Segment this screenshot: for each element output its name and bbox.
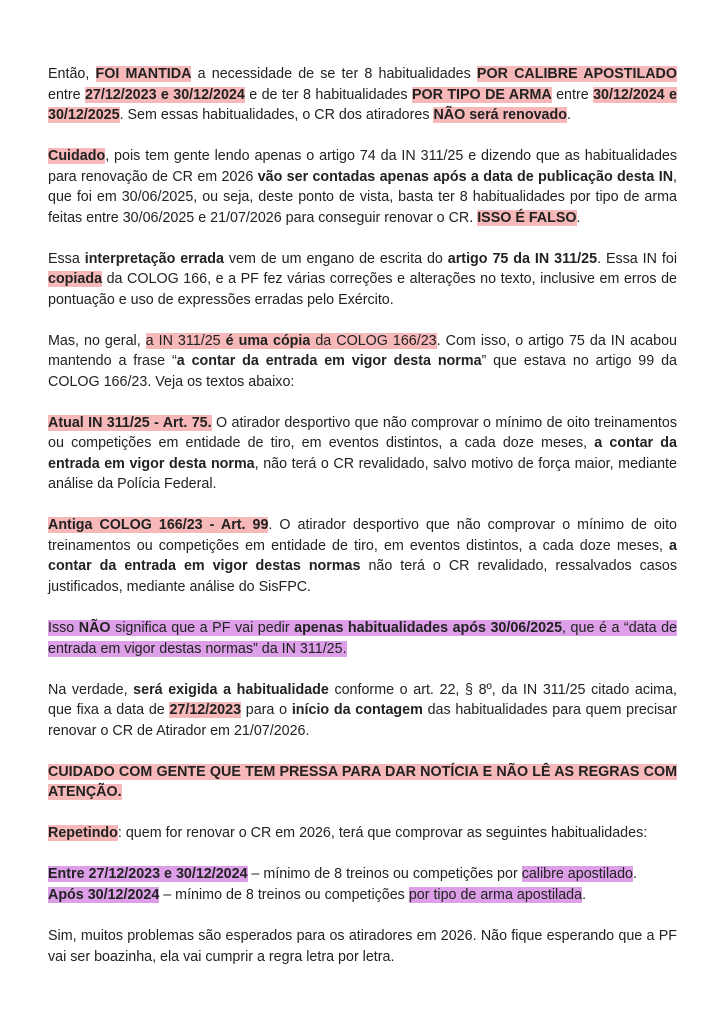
paragraph-colog-166-art-99 bbox=[48, 515, 677, 597]
text-run: NÃO será renovado bbox=[433, 107, 567, 123]
text-run: POR CALIBRE APOSTILADO bbox=[476, 66, 677, 82]
text-run: , não terá o CR revalidado, salvo motivo de força maior, mediante análise da Polícia Federal. bbox=[48, 455, 677, 493]
text-run: – mínimo de 8 treinos ou competições bbox=[159, 886, 409, 903]
text-run: a IN 311/25 bbox=[145, 332, 226, 349]
text-run: vão ser contadas apenas após a data de publicação desta IN bbox=[257, 168, 674, 185]
text-run: copiada bbox=[48, 271, 103, 288]
text-run: NÃO bbox=[78, 620, 111, 637]
text-run: vem de um engano de escrita do bbox=[223, 250, 448, 267]
text-run: 27/12/2023 bbox=[169, 702, 242, 719]
text-run: Antiga COLOG 166/23 - Art. 99 bbox=[48, 517, 269, 534]
text-run: , pois tem gente lendo apenas o artigo 74 da IN 311/25 e dizendo que as habitualidades para renovação de CR em 2026 bbox=[48, 148, 677, 185]
text-run: Sim, muitos problemas são esperados para os atiradores em 2026. Não fique esperando que a PF vai ser boazinha, ela vai cumprir a regra letra por letra. bbox=[48, 928, 677, 965]
text-run: Repetindo bbox=[48, 825, 118, 842]
paragraph-habitualidades-mantidas bbox=[48, 64, 677, 126]
text-run: . bbox=[632, 866, 637, 883]
text-run: , que é a “data de entrada em vigor destas normas” da IN 311/25. bbox=[48, 620, 677, 657]
paragraph-cuidado-artigo-74 bbox=[48, 146, 677, 228]
text-run: POR TIPO DE ARMA bbox=[411, 86, 552, 103]
text-run: Então, bbox=[48, 66, 96, 82]
text-run: ” que estava no artigo 99 da COLOG 166/23. Veja os textos abaixo: bbox=[48, 353, 677, 390]
text-run: artigo 75 da IN 311/25 bbox=[447, 250, 598, 267]
text-run: para o bbox=[241, 702, 292, 719]
text-run: FOI MANTIDA bbox=[95, 66, 192, 82]
paragraph-copia-colog bbox=[48, 331, 677, 393]
text-run: não terá o CR revalidado, ressalvados casos justificados, mediante análise do SisFPC. bbox=[48, 558, 677, 595]
text-run: a contar da entrada em vigor desta norma bbox=[48, 435, 677, 472]
text-run: por tipo de arma apostilada bbox=[408, 886, 583, 903]
text-run: Cuidado bbox=[48, 148, 106, 165]
text-run: entre bbox=[48, 86, 85, 103]
text-run: calibre apostilado bbox=[521, 866, 633, 883]
paragraph-in-311-art-75 bbox=[48, 413, 677, 495]
text-run: apenas habitualidades após 30/06/2025 bbox=[294, 620, 563, 637]
paragraph-repetindo bbox=[48, 823, 677, 844]
text-run: . Com isso, o artigo 75 da IN acabou mantendo a frase “ bbox=[48, 332, 677, 370]
text-run: : quem for renovar o CR em 2026, terá que comprovar as seguintes habitualidades: bbox=[117, 825, 648, 842]
text-run: a contar da entrada em vigor desta norma bbox=[176, 353, 482, 370]
paragraph-na-verdade bbox=[48, 680, 677, 742]
text-run: 27/12/2023 e 30/12/2024 bbox=[84, 86, 245, 103]
text-run: início da contagem bbox=[291, 702, 423, 719]
text-run: da COLOG 166, e a PF fez várias correções e alterações no texto, inclusive em erros de pontuação e uso de expressões erradas pelo Exército. bbox=[48, 271, 677, 308]
text-run: significa que a PF vai pedir bbox=[110, 620, 295, 637]
text-run: . Essa IN foi bbox=[597, 250, 678, 267]
text-run: Na verdade, bbox=[48, 681, 134, 698]
paragraph-lista-habitualidades bbox=[48, 864, 677, 905]
text-run: das habitualidades para quem precisar renovar o CR de Atirador em 21/07/2026. bbox=[48, 702, 677, 739]
text-run: 30/12/2024 e 30/12/2025 bbox=[48, 86, 677, 123]
text-run: . bbox=[582, 886, 587, 903]
text-run: será exigida a habitualidade bbox=[133, 681, 329, 698]
text-run: interpretação errada bbox=[84, 250, 224, 267]
text-run: Mas, no geral, bbox=[48, 332, 146, 349]
text-run: conforme o art. 22, § 8º, da IN 311/25 citado acima, que fixa a data de bbox=[48, 681, 677, 719]
text-run: a necessidade de se ter 8 habitualidades bbox=[191, 66, 477, 82]
text-run: a contar da entrada em vigor destas normas bbox=[48, 537, 677, 575]
text-run: , que foi em 30/06/2025, ou seja, deste ponto de vista, basta ter 8 habitualidades por tipo de arma feitas entre 30/06/2025 e 21/07/2026 para conseguir renovar o CR. bbox=[48, 168, 677, 226]
paragraph-isso-nao-significa bbox=[48, 618, 677, 659]
document-body bbox=[48, 64, 677, 988]
text-run: Atual IN 311/25 - Art. 75. bbox=[48, 414, 212, 431]
text-run: Após 30/12/2024 bbox=[48, 886, 160, 903]
text-run: da COLOG 166/23 bbox=[310, 332, 437, 349]
text-run: Isso bbox=[48, 620, 79, 637]
text-run: O atirador desportivo que não comprovar o mínimo de oito treinamentos ou competições em entidade de tiro, em eventos distintos, a cada doze meses, bbox=[48, 414, 677, 452]
text-run: ISSO É FALSO bbox=[477, 209, 577, 226]
text-run: . O atirador desportivo que não comprovar o mínimo de oito treinamentos ou competições em entidade de tiro, em eventos distintos, a cada doze meses, bbox=[48, 517, 677, 554]
text-run: é uma cópia bbox=[225, 332, 311, 349]
text-run: Entre 27/12/2023 e 30/12/2024 bbox=[48, 866, 248, 883]
text-run: . bbox=[576, 209, 581, 226]
text-run: CUIDADO COM GENTE QUE TEM PRESSA PARA DAR NOTÍCIA E NÃO LÊ AS REGRAS COM ATENÇÃO. bbox=[48, 763, 677, 801]
text-run: Essa bbox=[48, 250, 85, 267]
paragraph-interpretacao-errada bbox=[48, 249, 677, 311]
paragraph-alerta-cuidado bbox=[48, 762, 677, 803]
text-run: . Sem essas habitualidades, o CR dos atiradores bbox=[119, 107, 434, 123]
text-run: – mínimo de 8 treinos ou competições por bbox=[247, 866, 522, 883]
text-run: entre bbox=[551, 86, 594, 103]
paragraph-conclusao bbox=[48, 926, 677, 967]
text-run: e de ter 8 habitualidades bbox=[244, 86, 412, 103]
text-run: . bbox=[566, 107, 571, 123]
